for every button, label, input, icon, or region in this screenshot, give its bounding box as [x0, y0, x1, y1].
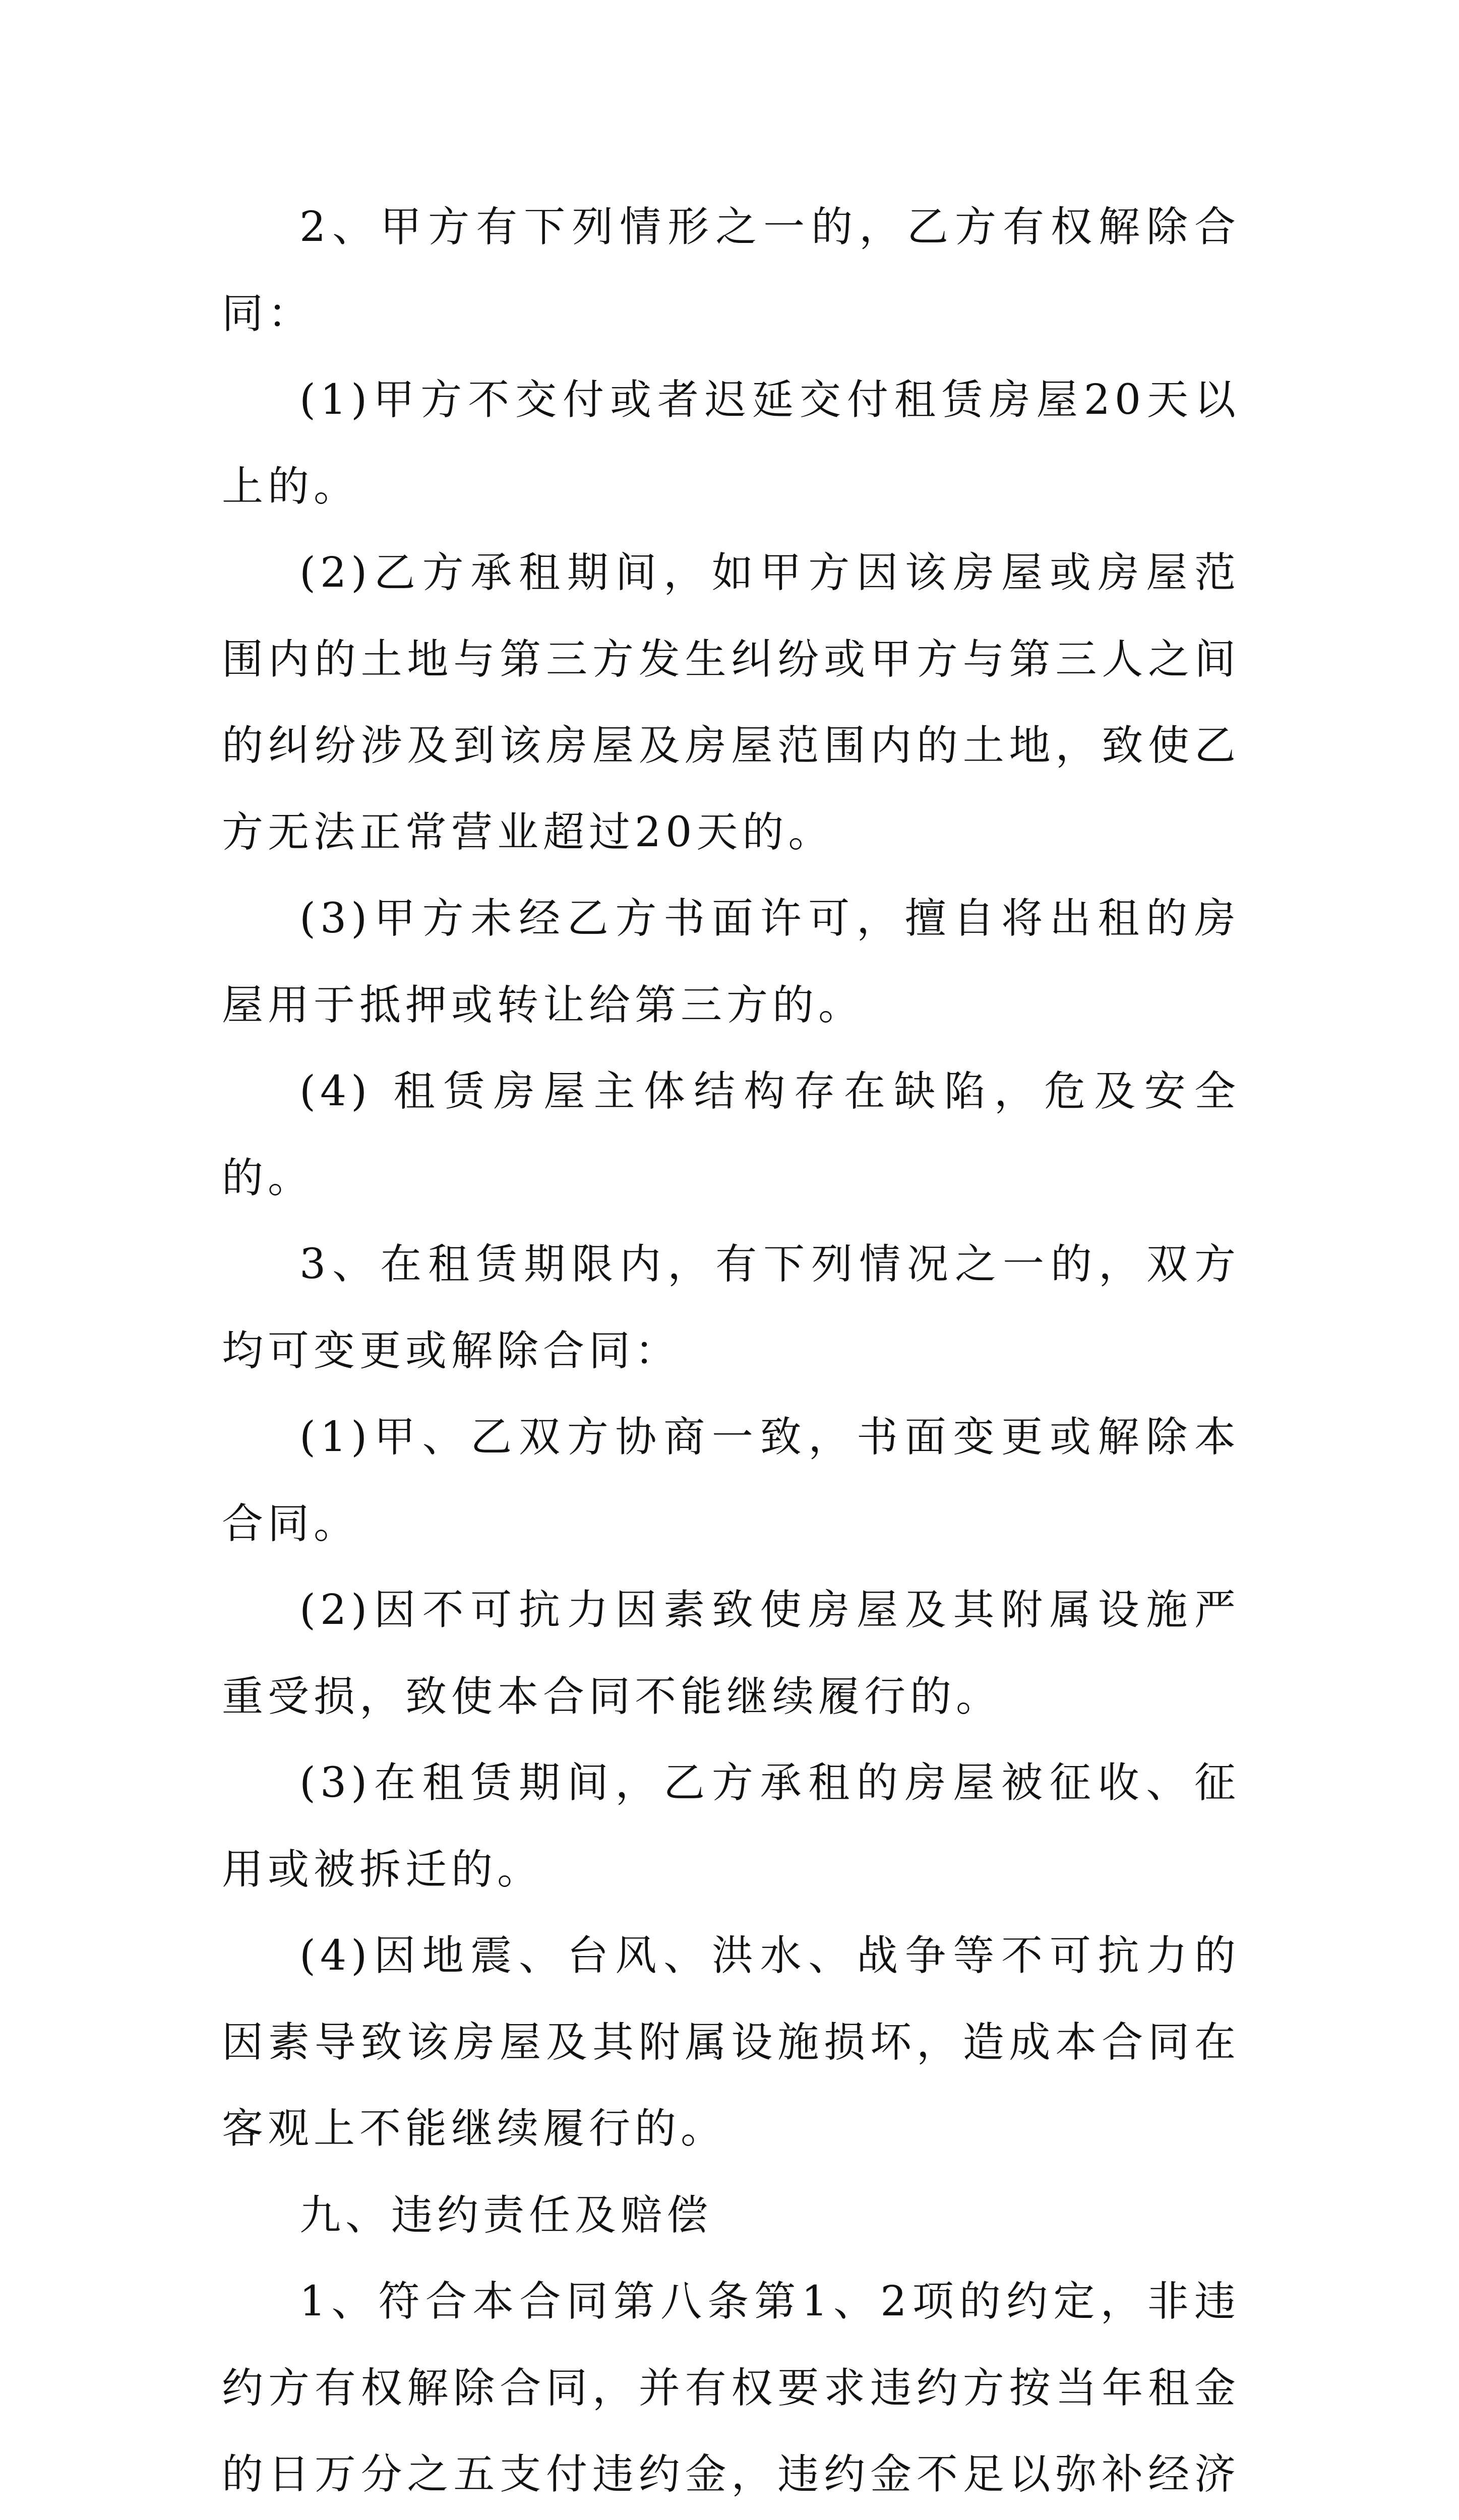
paragraph-clause-3-item-3: (3)在租赁期间，乙方承租的房屋被征收、征用或被拆迁的。: [222, 1759, 1240, 1894]
paragraph-clause-2-item-3: (3)甲方未经乙方书面许可，擅自将出租的房屋用于抵押或转让给第三方的。: [222, 895, 1240, 1029]
paragraph-clause-2: 2、甲方有下列情形之一的，乙方有权解除合同：: [222, 203, 1240, 338]
paragraph-clause-3: 3、在租赁期限内，有下列情况之一的，双方均可变更或解除合同：: [222, 1240, 1240, 1375]
paragraph-clause-3-item-2: (2)因不可抗力因素致使房屋及其附属设施严重受损，致使本合同不能继续履行的。: [222, 1586, 1240, 1721]
paragraph-clause-2-item-2: (2)乙方承租期间，如甲方因该房屋或房屋范围内的土地与第三方发生纠纷或甲方与第三人之间的纠纷涉及到该房屋及房屋范围内的土地，致使乙方无法正常营业超过20天的。: [222, 549, 1240, 856]
paragraph-clause-3-item-4: (4)因地震、台风、洪水、战争等不可抗力的因素导致该房屋及其附属设施损坏，造成本合同在客观上不能继续履行的。: [222, 1932, 1240, 2153]
document-body: [222, 184, 1240, 2520]
paragraph-breach-clause-1: 1、符合本合同第八条第1、2项的约定，非违约方有权解除合同，并有权要求违约方按当年租金的日万分之五支付违约金，违约金不足以弥补经济: [222, 2278, 1240, 2498]
section-heading-breach-liability: 九、违约责任及赔偿: [299, 2191, 713, 2239]
paragraph-clause-2-item-4: (4) 租赁房屋主体结构存在缺陷，危及安全的。: [222, 1067, 1240, 1202]
paragraph-clause-3-item-1: (1)甲、乙双方协商一致，书面变更或解除本合同。: [222, 1413, 1240, 1548]
paragraph-clause-2-item-1: (1)甲方不交付或者迟延交付租赁房屋20天以上的。: [222, 376, 1240, 511]
